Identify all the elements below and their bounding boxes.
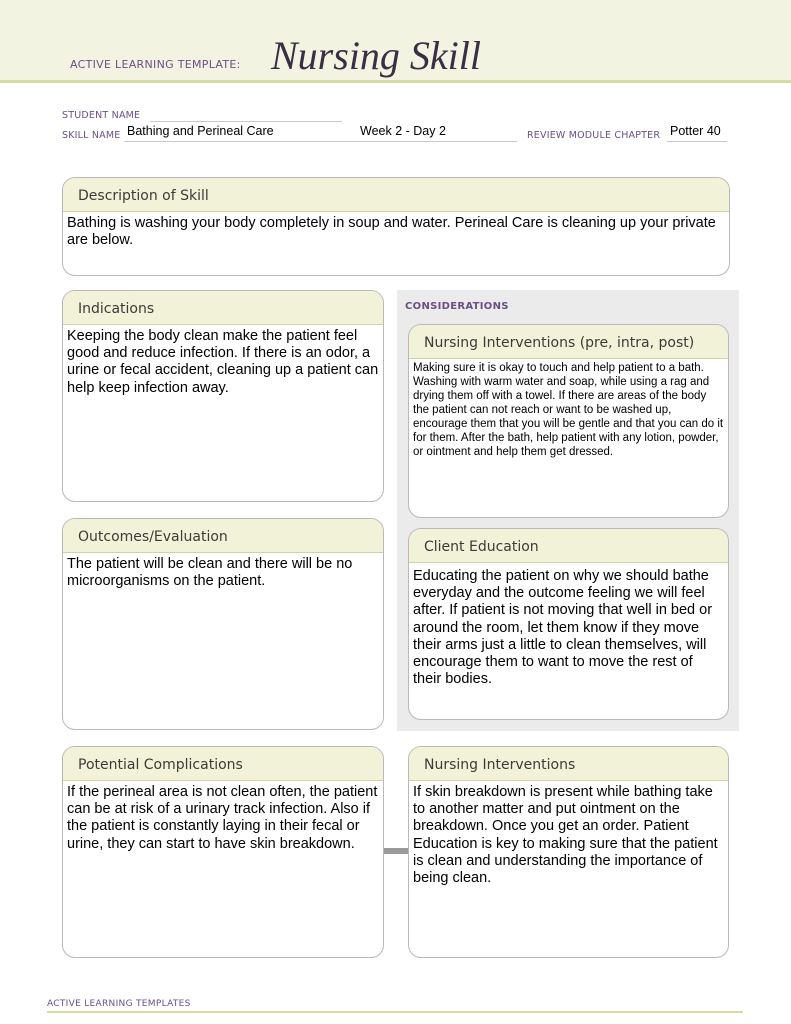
student-name-label: STUDENT NAME	[62, 110, 141, 121]
nursing-interventions-box	[408, 746, 729, 958]
outcomes-heading: Outcomes/Evaluation	[63, 519, 383, 553]
indications-text: Keeping the body clean make the patient feel good and reduce infection. If there is an odor, a urine or fecal accident, cleaning up a patient can help keep infection away.	[67, 328, 379, 396]
outcomes-box	[62, 518, 384, 730]
week-value: Week 2 - Day 2	[360, 124, 446, 138]
review-module-value: Potter 40	[670, 124, 721, 138]
footer-rule	[47, 1011, 743, 1013]
skill-name-line	[124, 141, 517, 142]
description-box	[62, 177, 730, 276]
nursing-interventions-heading: Nursing Interventions	[409, 747, 728, 781]
review-module-label: REVIEW MODULE CHAPTER	[527, 130, 661, 141]
skill-name-value: Bathing and Perineal Care	[127, 124, 274, 138]
considerations-label: CONSIDERATIONS	[405, 301, 509, 312]
client-education-box	[408, 528, 729, 720]
indications-box	[62, 290, 384, 502]
header-rule	[0, 80, 791, 83]
nursing-interventions-ppp-box	[408, 324, 729, 518]
footer-label: ACTIVE LEARNING TEMPLATES	[47, 999, 191, 1009]
description-text: Bathing is washing your body completely in soup and water. Perineal Care is cleaning up your private are below.	[67, 215, 716, 249]
skill-name-label: SKILL NAME	[62, 130, 121, 141]
client-education-text: Educating the patient on why we should bathe everyday and the outcome feeling we will feel after. If patient is not moving that well in bed or around the room, let them know if they move their arms just a little to clean themselves, will encourage them to want to move the rest of their bodies.	[413, 568, 713, 688]
complications-box	[62, 746, 384, 958]
complications-text: If the perineal area is not clean often, the patient can be at risk of a urinary track infection. Also if the patient is constantly laying in their fecal or urine, they can start to have skin breakdown.	[67, 784, 378, 852]
indications-heading: Indications	[63, 291, 383, 325]
outcomes-text: The patient will be clean and there will be no microorganisms on the patient.	[67, 556, 353, 590]
complications-heading: Potential Complications	[63, 747, 383, 781]
nursing-interventions-ppp-text: Making sure it is okay to touch and help patient to a bath. Washing with warm water and soap, while using a rag and drying them off with a towel. If there are areas of the body the patient can not reach or want to be washed up, encourage them that you will be gentle and that you can do it for them. After the bath, help patient with any lotion, powder, or ointment and help them get dressed.	[413, 362, 724, 458]
template-label: ACTIVE LEARNING TEMPLATE:	[70, 58, 241, 71]
student-name-line	[150, 121, 342, 122]
description-heading: Description of Skill	[63, 178, 729, 212]
page-title: Nursing Skill	[271, 33, 482, 78]
client-education-heading: Client Education	[409, 529, 728, 563]
connector-bar	[384, 848, 408, 854]
nursing-interventions-text: If skin breakdown is present while bathing take to another matter and put ointment on the breakdown. Once you get an order. Patient Education is key to making sure that the patient is clean and understanding the importance of being clean.	[413, 784, 718, 887]
nursing-interventions-ppp-heading: Nursing Interventions (pre, intra, post)	[409, 325, 728, 359]
review-module-line	[667, 141, 727, 142]
